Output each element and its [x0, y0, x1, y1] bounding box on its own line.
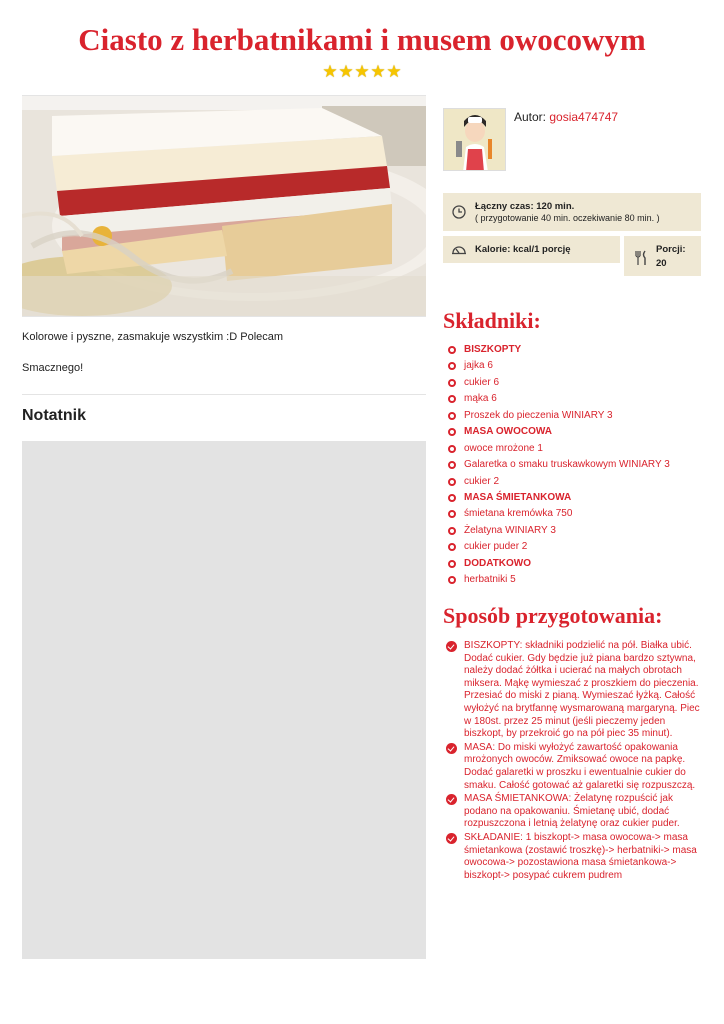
bullet-circle-icon [448, 445, 456, 453]
calories-text: Kalorie: kcal/1 porcję [475, 244, 571, 255]
ingredient-text: BISZKOPTY [464, 344, 522, 355]
bullet-circle-icon [448, 576, 456, 584]
bullet-circle-icon [448, 543, 456, 551]
description-closing: Smacznego! [22, 362, 84, 374]
clock-icon [452, 205, 466, 219]
portions-label: Porcji: [656, 244, 686, 255]
check-circle-icon [446, 794, 457, 805]
ingredient-group-header [448, 556, 708, 572]
gauge-icon [451, 243, 467, 255]
fork-knife-icon [634, 250, 648, 266]
time-box [443, 193, 701, 231]
star-icon[interactable]: ★ [370, 62, 386, 81]
bullet-circle-icon [448, 527, 456, 535]
portions-value: 20 [656, 258, 667, 269]
step-text: SKŁADANIE: 1 biszkopt-> masa owocowa-> masa śmietankowa (zostawić troszkę)-> herbatniki-> masa owocowa-> pozostawiona masa śmietankowa-> biszkopt-> posypać cukrem pudrem [464, 831, 697, 881]
author-link[interactable]: gosia474747 [549, 110, 619, 124]
ingredient-text: owoce mrożone 1 [464, 442, 543, 454]
step-item [446, 640, 702, 741]
ingredients-list [448, 342, 708, 589]
author-label: Autor: [514, 110, 547, 124]
author-line [514, 110, 618, 124]
ingredient-text: MASA OWOCOWA [464, 426, 552, 438]
bullet-circle-icon [448, 362, 456, 370]
bullet-circle-icon [448, 461, 456, 469]
bullet-circle-icon [448, 494, 456, 502]
ingredient-item [448, 474, 708, 490]
ingredient-text: cukier puder 2 [464, 541, 528, 553]
ingredient-item [448, 391, 708, 407]
step-text: MASA ŚMIETANKOWA: Żelatynę rozpuścić jak podano na opakowaniu. Śmietanę ubić, dodać rozpuszczona i letnią żelatynę oraz cukier puder. [464, 793, 680, 830]
ingredient-item [448, 457, 708, 473]
ingredient-text: cukier 2 [464, 475, 500, 487]
steps-list [446, 640, 702, 883]
total-time: Łączny czas: 120 min. [475, 201, 575, 212]
ingredient-item [448, 441, 708, 457]
ingredient-text: herbatniki 5 [464, 574, 516, 586]
ingredient-group-header [448, 490, 708, 506]
ingredient-text: śmietana kremówka 750 [464, 508, 573, 520]
bullet-circle-icon [448, 478, 456, 486]
bullet-circle-icon [448, 395, 456, 403]
recipe-photo [22, 95, 426, 317]
ingredient-item [448, 408, 708, 424]
ingredient-item [448, 375, 708, 391]
star-icon[interactable]: ★ [386, 62, 402, 81]
ingredient-text: cukier 6 [464, 376, 500, 388]
bullet-circle-icon [448, 560, 456, 568]
check-circle-icon [446, 833, 457, 844]
check-circle-icon [446, 743, 457, 754]
bullet-circle-icon [448, 346, 456, 354]
recipe-description [22, 317, 426, 395]
ingredient-text: jajka 6 [464, 360, 493, 372]
step-item [446, 793, 702, 831]
notes-area[interactable] [22, 441, 426, 959]
step-text: BISZKOPTY: składniki podzielić na pół. Białka ubić. Dodać cukier. Gdy będzie już piana bardzo sztywna, należy dodać żółtka i ucierać na małych obrotach miksera. Mąkę wymieszać z proszkiem do pieczenia. Przesiać do miski z pianą. Wymieszać łyżką. Całość wyłożyć na brytfannę wysmarowaną margaryną. Piec w 180st. przez 25 minut (jeśli pieczemy jeden biszkopt, by przekroić go na pół piec 35 minut). [464, 640, 700, 740]
ingredient-text: Proszek do pieczenia WINIARY 3 [464, 409, 613, 421]
ingredient-item [448, 539, 708, 555]
ingredient-group-header [448, 342, 708, 358]
ingredient-item [448, 572, 708, 588]
ingredient-item [448, 523, 708, 539]
calories-box [443, 236, 620, 263]
ingredient-text: Żelatyna WINIARY 3 [464, 524, 556, 536]
steps-title: Sposób przygotowania: [443, 603, 663, 628]
ingredient-item [448, 506, 708, 522]
step-text: MASA: Do miski wyłożyć zawartość opakowania mrożonych owoców. Zmiksować owoce na papkę. Dodać galaretki w proszku i ewentualnie cukier do smaku. Całość gotować aż galaretki się rozpuszczą. [464, 741, 696, 791]
check-circle-icon [446, 641, 457, 652]
bullet-circle-icon [448, 412, 456, 420]
ingredient-text: Galaretka o smaku truskawkowym WINIARY 3 [464, 459, 670, 471]
bullet-circle-icon [448, 428, 456, 436]
author-avatar[interactable] [443, 108, 506, 171]
ingredient-group-header [448, 424, 708, 440]
ingredient-text: mąka 6 [464, 393, 497, 405]
recipe-title: Ciasto z herbatnikami i musem owocowym [78, 22, 646, 57]
time-breakdown: ( przygotowanie 40 min. oczekiwanie 80 min. ) [475, 213, 660, 223]
ingredient-text: DODATKOWO [464, 557, 532, 569]
ingredient-item [448, 358, 708, 374]
rating-stars[interactable] [0, 62, 724, 82]
bullet-circle-icon [448, 379, 456, 387]
star-icon[interactable]: ★ [322, 62, 338, 81]
step-item [446, 742, 702, 792]
portions-box [624, 236, 701, 276]
ingredient-text: MASA ŚMIETANKOWA [464, 491, 572, 503]
notes-title: Notatnik [22, 407, 86, 424]
description-text: Kolorowe i pyszne, zasmakuje wszystkim :D Polecam [22, 331, 284, 343]
star-icon[interactable]: ★ [354, 62, 370, 81]
star-icon[interactable]: ★ [338, 62, 354, 81]
bullet-circle-icon [448, 510, 456, 518]
step-item [446, 832, 702, 882]
ingredients-title: Składniki: [443, 308, 541, 333]
